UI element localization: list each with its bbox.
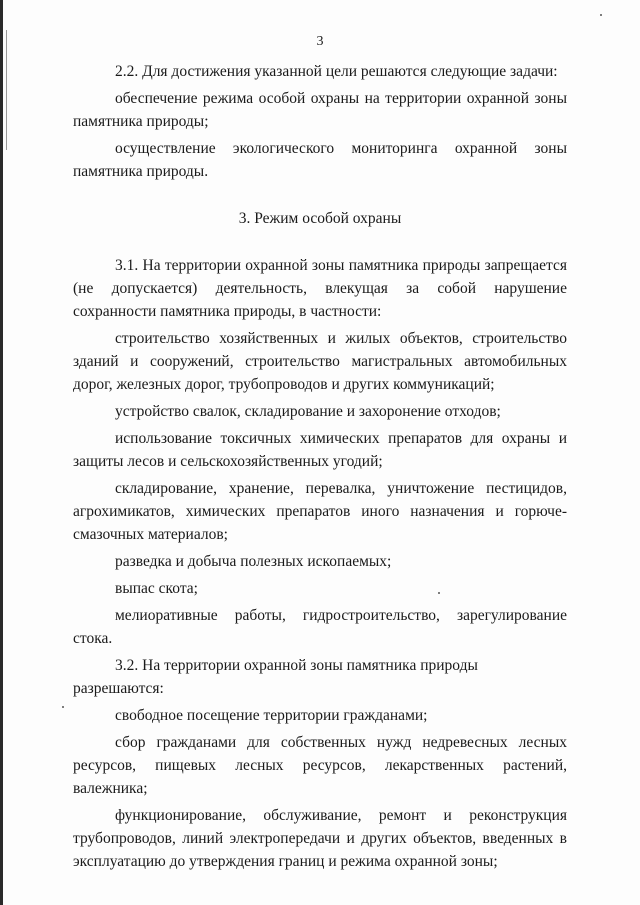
scan-speck: [438, 592, 440, 594]
page-number: 3: [316, 34, 324, 49]
paragraph-prohibited-waste: устройство свалок, складирование и захоронение отходов;: [115, 403, 501, 420]
scan-left-edge: [0, 0, 3, 905]
scan-speck: [62, 706, 64, 708]
paragraph-prohibited-construction: строительство хозяйственных и жилых объектов, строительство зданий и сооружений, строительство магистральных автомобильных дорог, железных дорог, трубопроводов и других коммуникаций;: [73, 330, 567, 393]
paragraph-3-2: 3.2. На территории охранной зоны памятника природы разрешаются:: [73, 657, 478, 697]
paragraph-task-2: осуществление экологического мониторинга охранной зоны памятника природы.: [73, 140, 567, 180]
paragraph-allowed-visit: свободное посещение территории гражданами;: [115, 707, 428, 724]
paragraph-2-2: 2.2. Для достижения указанной цели решаются следующие задачи:: [115, 63, 558, 80]
section-2-2: [73, 60, 567, 183]
paragraph-allowed-collection: сбор гражданами для собственных нужд недревесных лесных ресурсов, пищевых лесных ресурсов, лекарственных растений, валежника;: [73, 734, 567, 797]
paragraph-prohibited-storage: складирование, хранение, перевалка, уничтожение пестицидов, агрохимикатов, химических препаратов иного назначения и горюче-смазочных материалов;: [73, 480, 567, 543]
paragraph-prohibited-melioration: мелиоративные работы, гидростроительство, зарегулирование стока.: [73, 607, 567, 647]
paragraph-allowed-infrastructure: функционирование, обслуживание, ремонт и реконструкция трубопроводов, линий электропередачи и других объектов, введенных в эксплуатацию до утверждения границ и режима охранной зоны;: [73, 807, 567, 870]
section-3-heading: 3. Режим особой охраны: [238, 210, 402, 227]
paragraph-3-1: 3.1. На территории охранной зоны памятника природы запрещается (не допускается) деятельность, влекущая за собой нарушение сохранности памятника природы, в частности:: [73, 257, 567, 320]
paragraph-task-1: обеспечение режима особой охраны на территории охранной зоны памятника природы;: [73, 90, 567, 130]
section-3: [73, 254, 567, 873]
paragraph-prohibited-chemicals: использование токсичных химических препаратов для охраны и защиты лесов и сельскохозяйственных угодий;: [73, 430, 567, 470]
paragraph-prohibited-grazing: выпас скота;: [115, 580, 198, 597]
scan-speck: [600, 14, 602, 16]
section-3-heading-block: [73, 207, 567, 230]
paragraph-prohibited-mining: разведка и добыча полезных ископаемых;: [115, 553, 392, 570]
